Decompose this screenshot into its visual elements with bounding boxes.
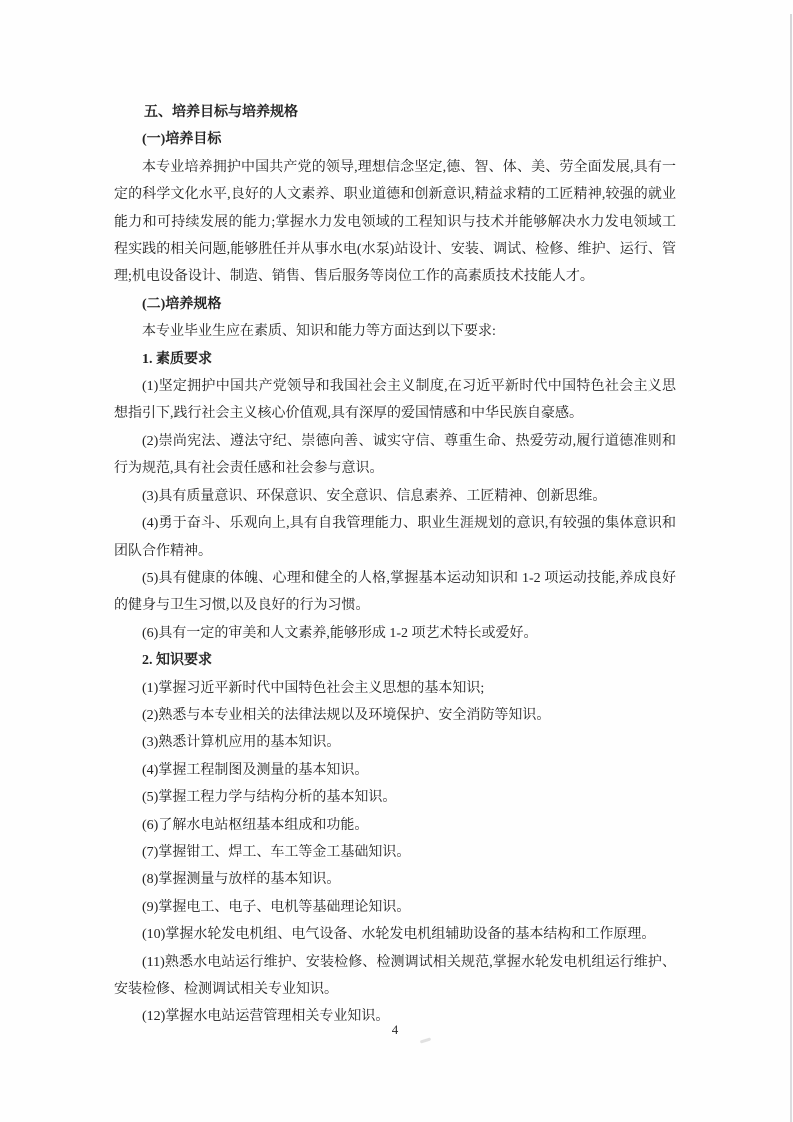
subsection-heading: (一)培养目标 — [142, 132, 222, 148]
scan-edge-artifact — [790, 14, 792, 1122]
document-body — [114, 99, 676, 1031]
list-heading: 1. 素质要求 — [142, 351, 212, 367]
page-number: 4 — [391, 1022, 399, 1037]
paragraph: (1)掌握习近平新时代中国特色社会主义思想的基本知识; — [142, 680, 485, 696]
paragraph: 本专业毕业生应在素质、知识和能力等方面达到以下要求: — [142, 324, 496, 340]
paragraph: (4)勇于奋斗、乐观向上,具有自我管理能力、职业生涯规划的意识,有较强的集体意识和团队合作精神。 — [114, 516, 676, 559]
paragraph: (4)掌握工程制图及测量的基本知识。 — [142, 762, 369, 778]
paragraph: (6)具有一定的审美和人文素养,能够形成 1-2 项艺术特长或爱好。 — [142, 625, 538, 641]
paragraph: (1)坚定拥护中国共产党领导和我国社会主义制度,在习近平新时代中国特色社会主义思想指引下,践行社会主义核心价值观,具有深厚的爱国情感和中华民族自豪感。 — [114, 379, 676, 422]
paragraph: (2)熟悉与本专业相关的法律法规以及环境保护、安全消防等知识。 — [142, 707, 551, 723]
subsection-heading: (二)培养规格 — [142, 296, 222, 312]
paragraph: (5)具有健康的体魄、心理和健全的人格,掌握基本运动知识和 1-2 项运动技能,养成良好的健身与卫生习惯,以及良好的行为习惯。 — [114, 570, 676, 614]
paragraph: (9)掌握电工、电子、电机等基础理论知识。 — [142, 899, 411, 915]
section-heading: 五、培养目标与培养规格 — [144, 105, 298, 120]
paragraph: (12)掌握水电站运营管理相关专业知识。 — [142, 1009, 390, 1025]
paragraph: (3)熟悉计算机应用的基本知识。 — [142, 735, 341, 751]
paragraph: 本专业培养拥护中国共产党的领导,理想信念坚定,德、智、体、美、劳全面发展,具有一定的科学文化水平,良好的人文素养、职业道德和创新意识,精益求精的工匠精神,较强的就业能力和可持续发展的能力;掌握水力发电领域的工程知识与技术并能够解决水力发电领域工程实践的相关问题,能够胜任并从事水电(水泵)站设计、安装、调试、检修、维护、运行、管理;机电设备设计、制造、销售、售后服务等岗位工作的高素质技术技能人才。 — [114, 159, 676, 285]
paragraph: (5)掌握工程力学与结构分析的基本知识。 — [142, 790, 397, 806]
paragraph: (8)掌握测量与放样的基本知识。 — [142, 872, 341, 888]
paragraph: (11)熟悉水电站运行维护、安装检修、检测调试相关规范,掌握水轮发电机组运行维护、安装检修、检测调试相关专业知识。 — [114, 954, 676, 997]
paragraph: (6)了解水电站枢纽基本组成和功能。 — [142, 817, 369, 833]
scan-smudge-artifact — [420, 1037, 431, 1043]
paragraph: (3)具有质量意识、环保意识、安全意识、信息素养、工匠精神、创新思维。 — [142, 488, 607, 504]
list-heading: 2. 知识要求 — [142, 653, 212, 669]
paragraph: (7)掌握钳工、焊工、车工等金工基础知识。 — [142, 844, 411, 860]
paragraph: (2)崇尚宪法、遵法守纪、崇德向善、诚实守信、尊重生命、热爱劳动,履行道德准则和行为规范,具有社会责任感和社会参与意识。 — [114, 433, 676, 477]
paragraph: (10)掌握水轮发电机组、电气设备、水轮发电机组辅助设备的基本结构和工作原理。 — [142, 927, 656, 943]
